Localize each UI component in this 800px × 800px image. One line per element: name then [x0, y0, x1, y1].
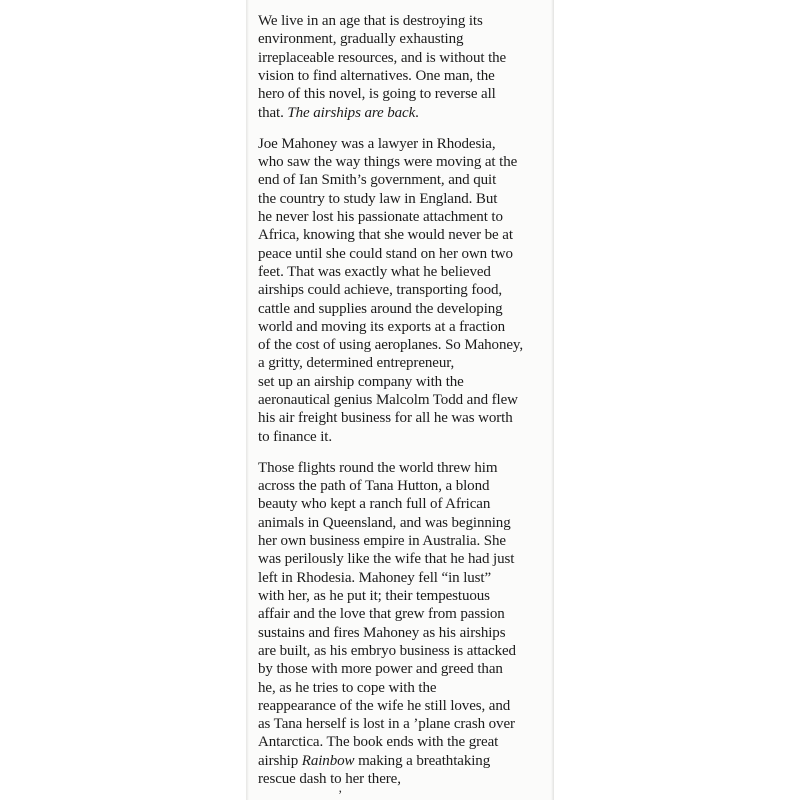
text-line: feet. That was exactly what he believed [258, 263, 491, 280]
text-line: he never lost his passionate attachment to [258, 208, 503, 225]
text-run: that. [258, 104, 288, 121]
text-line: airships could achieve, transporting food, [258, 282, 503, 299]
italic-phrase: The airships are back [287, 104, 416, 121]
text-line [258, 104, 419, 122]
text-line: environment, gradually exhausting [258, 31, 464, 48]
text-line: world and moving its exports at a fraction [258, 318, 505, 335]
text-line: as Tana herself is lost in a ’plane crash over [258, 716, 515, 733]
text-line: beauty who kept a ranch full of African [258, 496, 491, 513]
text-line: his air freight business for all he was worth [258, 410, 513, 427]
text-line: who saw the way things were moving at the [258, 154, 518, 170]
text-line: her own business empire in Australia. She [258, 533, 506, 549]
text-line [258, 752, 490, 770]
text-line: a gritty, determined entrepreneur, [258, 355, 455, 372]
text-line: Antarctica. The book ends with the great [258, 734, 499, 751]
text-line: affair and the love that grew from passion [258, 606, 505, 623]
text-line: he, as he tries to cope with the [258, 679, 437, 696]
text-line: animals in Queensland, and was beginning [258, 514, 511, 531]
text-line: left in Rhodesia. Mahoney fell “in lust” [258, 569, 492, 586]
text-line: cattle and supplies around the developing [258, 300, 503, 317]
text-line: vision to find alternatives. One man, the [258, 67, 495, 84]
text-line: We live in an age that is destroying its [258, 13, 483, 29]
text-line: across the path of Tana Hutton, a blond [258, 478, 490, 495]
text-line: of the cost of using aeroplanes. So Mahoney, [258, 337, 523, 354]
text-line: are built, as his embryo business is attacked [258, 642, 516, 659]
text-line: by those with more power and greed than [258, 661, 503, 678]
text-line: was perilously like the wife that he had just [258, 551, 515, 568]
bottom-cut-fragment: ’ [338, 787, 343, 800]
text-line: hero of this novel, is going to reverse all [258, 86, 496, 103]
text-line: peace until she could stand on her own two [258, 245, 513, 262]
text-line: Joe Mahoney was a lawyer in Rhodesia, [258, 135, 496, 152]
text-line: end of Ian Smith’s government, and quit [258, 172, 497, 189]
text-line: Africa, knowing that she would never be at [258, 227, 513, 244]
italic-phrase: Rainbow [301, 752, 355, 769]
text-line: reappearance of the wife he still loves, and [258, 697, 511, 714]
text-run: . [415, 104, 419, 121]
text-line: with her, as he put it; their tempestuous [258, 587, 490, 604]
text-line: set up an airship company with the [258, 373, 464, 390]
text-line: Those flights round the world threw him [258, 459, 498, 476]
text-line: the country to study law in England. But [258, 190, 498, 207]
text-run: making a breathtaking [354, 752, 491, 769]
text-line: rescue dash to her there, [258, 771, 401, 787]
text-line: sustains and fires Mahoney as his airships [258, 624, 506, 641]
text-run: airship [258, 752, 302, 769]
text-line: aeronautical genius Malcolm Todd and flew [258, 392, 518, 408]
text-line: to finance it. [258, 428, 332, 445]
text-line: irreplaceable resources, and is without the [258, 49, 507, 66]
